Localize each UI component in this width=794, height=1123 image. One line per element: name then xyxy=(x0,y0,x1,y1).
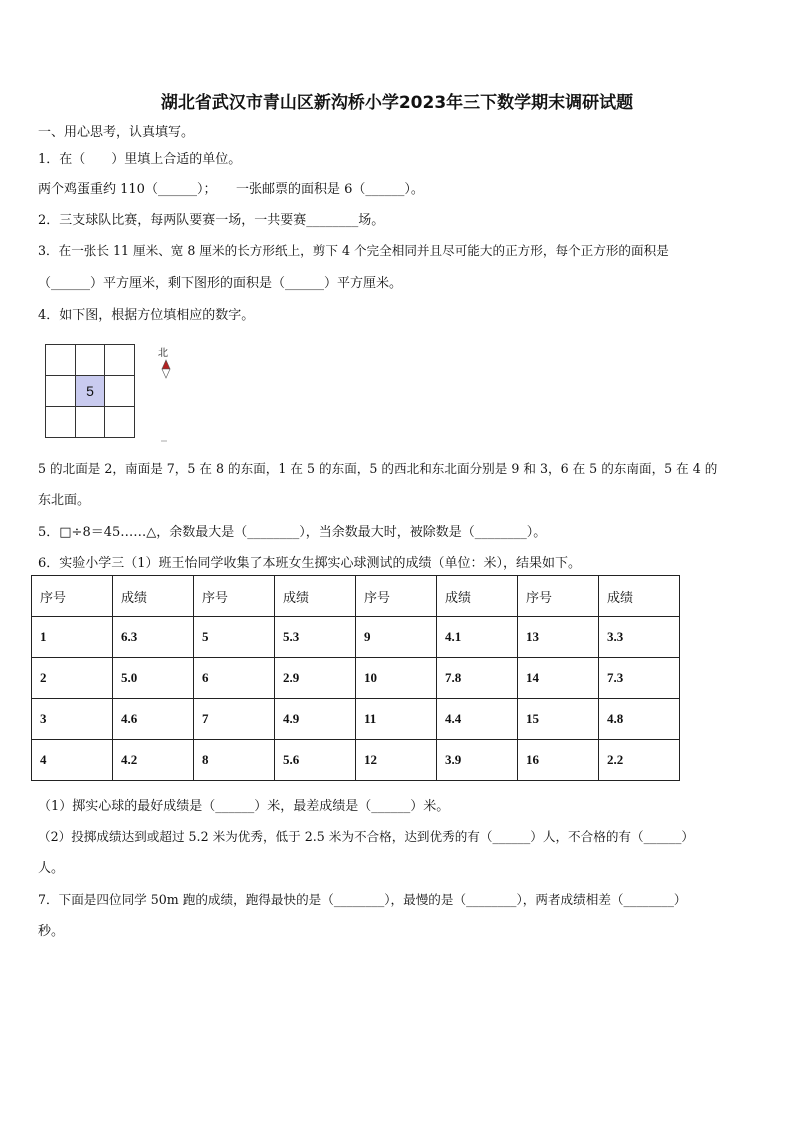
question-6: 6．实验小学三（1）班王怡同学收集了本班女生掷实心球测试的成绩（单位：米），结果如下。 xyxy=(38,556,582,571)
table-cell: 4.8 xyxy=(599,699,680,740)
page-title: 湖北省武汉市青山区新沟桥小学2023年三下数学期末调研试题 xyxy=(160,93,634,113)
grid-cell xyxy=(75,407,105,438)
table-cell: 5.3 xyxy=(275,617,356,658)
table-cell: 3.9 xyxy=(437,740,518,781)
table-cell: 2.2 xyxy=(599,740,680,781)
question-3-line-1: 3．在一张长 11 厘米、宽 8 厘米的长方形纸上，剪下 4 个完全相同并且尽可能大的正方形，每个正方形的面积是 xyxy=(38,243,669,258)
question-1-blanks: 两个鸡蛋重约 110（______）； 一张邮票的面积是 6（______）。 xyxy=(38,182,424,197)
question-1: 1．在（ ）里填上合适的单位。 xyxy=(38,152,242,167)
grid-cell xyxy=(105,407,135,438)
table-cell: 6 xyxy=(194,658,275,699)
table-cell: 13 xyxy=(518,617,599,658)
table-cell: 4.2 xyxy=(113,740,194,781)
table-cell: 16 xyxy=(518,740,599,781)
table-row xyxy=(32,617,680,658)
grid-cell xyxy=(105,376,135,407)
grid-cell xyxy=(46,345,76,376)
table-cell: 2 xyxy=(32,658,113,699)
table-header-cell: 序号 xyxy=(32,576,113,617)
table-cell: 1 xyxy=(32,617,113,658)
north-arrow-icon xyxy=(158,344,174,444)
table-header-cell: 成绩 xyxy=(113,576,194,617)
table-cell: 5.6 xyxy=(275,740,356,781)
table-cell: 7.8 xyxy=(437,658,518,699)
north-label: 北 xyxy=(158,348,168,359)
question-6-part-1: （1）掷实心球的最好成绩是（______）米，最差成绩是（______）米。 xyxy=(38,799,450,814)
question-2: 2．三支球队比赛，每两队要赛一场，一共要赛________场。 xyxy=(38,213,385,228)
table-row xyxy=(32,740,680,781)
question-4-clue-line-1: 5 的北面是 2，南面是 7，5 在 8 的东面，1 在 5 的东面，5 的西北和东北面分别是 9 和 3，6 在 5 的东南面，5 在 4 的 xyxy=(38,461,718,476)
table-cell: 5 xyxy=(194,617,275,658)
question-6-part-2-line-1: （2）投掷成绩达到或超过 5.2 米为优秀，低于 2.5 米为不合格，达到优秀的有（______）人，不合格的有（______） xyxy=(38,829,694,844)
table-cell: 5.0 xyxy=(113,658,194,699)
table-cell: 4.1 xyxy=(437,617,518,658)
section-heading: 一、用心思考，认真填写。 xyxy=(38,125,195,140)
table-header-cell: 序号 xyxy=(194,576,275,617)
question-6-part-2-line-2: 人。 xyxy=(38,861,65,876)
table-cell: 2.9 xyxy=(275,658,356,699)
table-cell: 4 xyxy=(32,740,113,781)
question-3-line-2: （______）平方厘米，剩下图形的面积是（______）平方厘米。 xyxy=(38,276,403,291)
table-cell: 3.3 xyxy=(599,617,680,658)
table-header-cell: 成绩 xyxy=(437,576,518,617)
table-cell: 9 xyxy=(356,617,437,658)
question-4-clue-line-2: 东北面。 xyxy=(38,493,91,508)
table-cell: 15 xyxy=(518,699,599,740)
table-cell: 6.3 xyxy=(113,617,194,658)
question-7-line-1: 7．下面是四位同学 50m 跑的成绩，跑得最快的是（________），最慢的是（________），两者成绩相差（________） xyxy=(38,892,687,907)
table-header-cell: 成绩 xyxy=(275,576,356,617)
table-header-row xyxy=(32,576,680,617)
table-cell: 4.4 xyxy=(437,699,518,740)
table-cell: 4.9 xyxy=(275,699,356,740)
table-cell: 12 xyxy=(356,740,437,781)
compass xyxy=(158,344,174,444)
question-7-line-2: 秒。 xyxy=(38,924,65,939)
table-row xyxy=(32,658,680,699)
question-5: 5．□÷8＝45……△，余数最大是（________），当余数最大时，被除数是（________）。 xyxy=(38,525,547,540)
table-cell: 7.3 xyxy=(599,658,680,699)
grid-cell xyxy=(46,376,76,407)
direction-grid xyxy=(45,344,135,438)
grid-cell xyxy=(105,345,135,376)
table-cell: 10 xyxy=(356,658,437,699)
grid-cell xyxy=(46,407,76,438)
table-cell: 3 xyxy=(32,699,113,740)
grid-center-cell: 5 xyxy=(75,376,105,407)
table-cell: 7 xyxy=(194,699,275,740)
table-header-cell: 序号 xyxy=(356,576,437,617)
grid-cell xyxy=(75,345,105,376)
score-table xyxy=(31,575,680,781)
table-cell: 8 xyxy=(194,740,275,781)
table-cell: 4.6 xyxy=(113,699,194,740)
question-4: 4．如下图，根据方位填相应的数字。 xyxy=(38,308,255,323)
table-header-cell: 序号 xyxy=(518,576,599,617)
table-cell: 14 xyxy=(518,658,599,699)
table-row xyxy=(32,699,680,740)
table-header-cell: 成绩 xyxy=(599,576,680,617)
table-cell: 11 xyxy=(356,699,437,740)
